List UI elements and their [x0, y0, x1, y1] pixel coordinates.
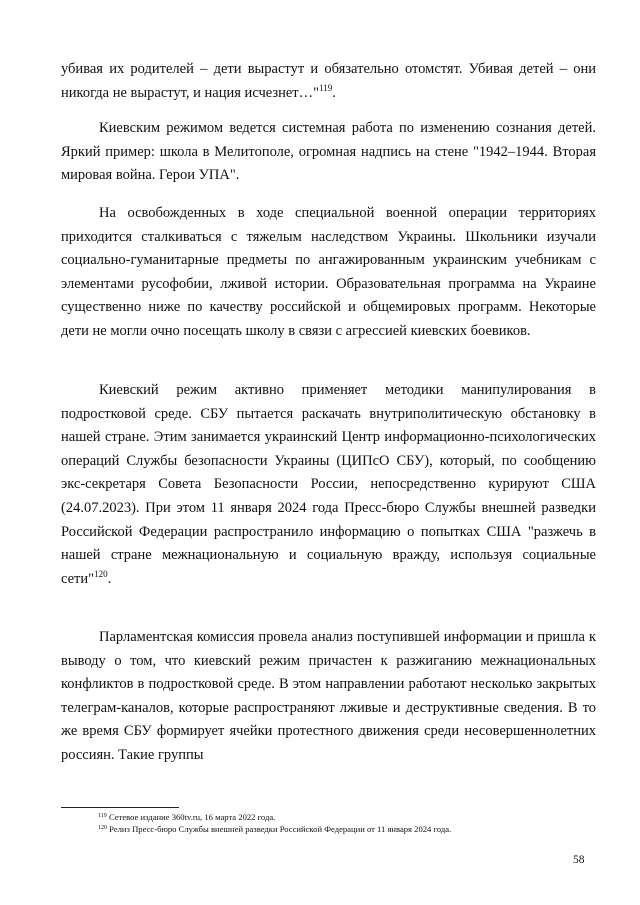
body-text-2 — [61, 117, 596, 200]
paragraph: Парламентская комиссия провела анализ поступившей информации и пришла к выводу о том, что киевский режим причастен к разжиганию межнациональных конфликтов в подростковой среде. В этом направлении работают несколько закрытых телеграм-каналов, которые распространяют лживые и деструктивные сведения. В то же время СБУ формирует ячейки протестного движения среди несовершеннолетних россиян. Такие группы — [61, 629, 596, 763]
page-number: 58 — [573, 854, 585, 866]
footnotes — [98, 811, 598, 835]
body-text-3 — [61, 202, 596, 356]
footnote-ref-120[interactable]: 120 — [94, 568, 108, 579]
paragraph: На освобожденных в ходе специальной военной операции территориях приходится сталкиваться с тяжелым наследством Украины. Школьники изучали социально-гуманитарные предметы по ангажированным украинским учебникам с элементами русофобии, лживой истории. Образовательная программа на Украине существенно ниже по качеству российской и общемировых программ. Некоторые дети не могли очно посещать школу в связи с агрессией киевских боевиков. — [61, 205, 596, 339]
footnote-ref-119[interactable]: 119 — [319, 82, 333, 93]
paragraph: Киевский режим активно применяет методики манипулирования в подростковой среде. СБУ пытается раскачать внутриполитическую обстановку в нашей стране. Этим занимается украинский Центр информационно-психологических операций Службы безопасности Украины (ЦИПсО СБУ), который, по сообщению экс-секретаря Совета Безопасности России, непосредственно курируют США (24.07.2023). При этом 11 января 2024 года Пресс-бюро Службы внешней разведки Российской Федерации распространило информацию о попытках США "разжечь в нашей стране межнациональную и социальную вражду, используя социальные сети"$^{120}$. — [61, 382, 596, 587]
body-text-4 — [61, 379, 596, 604]
footnote-120: $^{120}$ Релиз Пресс-бюро Службы внешней разведки Российской Федерации от 11 января 2024 года. — [98, 824, 452, 834]
paragraph-continuation: убивая их родителей – дети вырастут и обязательно отомстят. Убивая детей – они никогда не вырастут, и нация исчезнет…"$^{119}$. — [61, 61, 596, 101]
footnote-separator — [61, 807, 179, 808]
footnote-119: $^{119}$ Сетевое издание 360tv.ru, 16 марта 2022 года. — [98, 812, 276, 822]
body-text-5 — [61, 626, 596, 780]
body-text — [61, 58, 596, 118]
paragraph: Киевским режимом ведется системная работа по изменению сознания детей. Яркий пример: школа в Мелитополе, огромная надпись на стене "1942–1944. Вторая мировая война. Герои УПА". — [61, 120, 596, 184]
